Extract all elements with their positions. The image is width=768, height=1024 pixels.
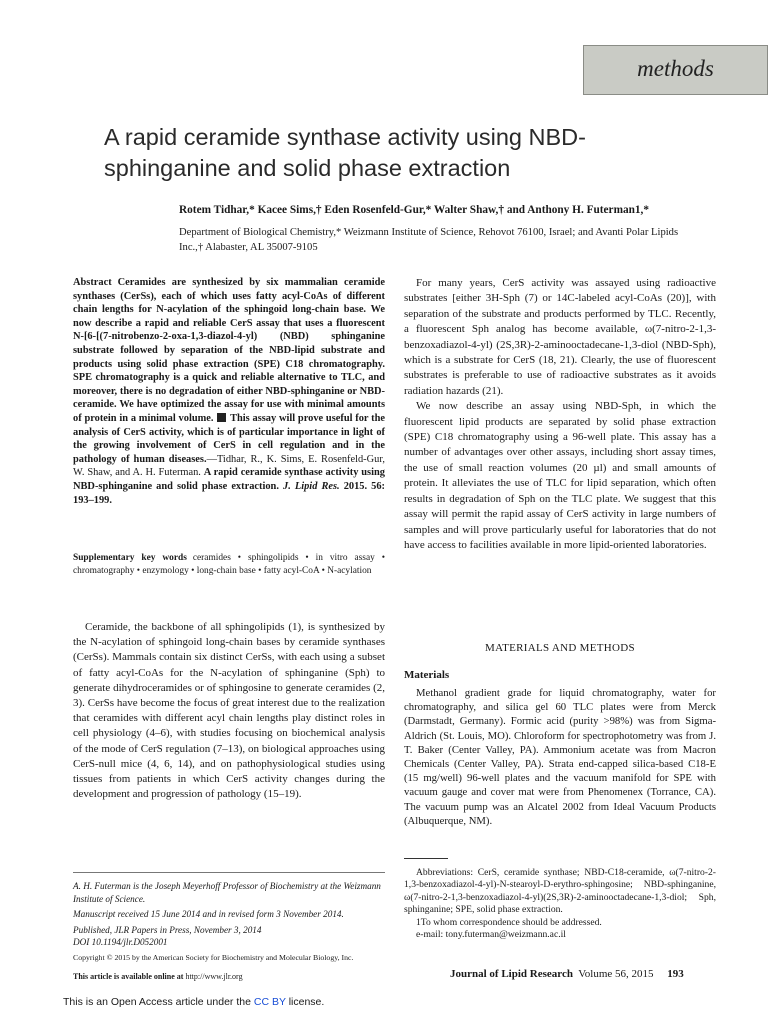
abstract-body-2: This assay will prove useful for the analysis of CerS activity, which is of particular importance in light of the growing involvement of CerS in cell regulation and in the pathology of human diseases. bbox=[73, 412, 385, 465]
article-title: A rapid ceramide synthase activity using NBD-sphinganine and solid phase extraction bbox=[104, 124, 586, 181]
footnote-rule-right bbox=[404, 858, 448, 859]
citation-details: 2015. 56: 193–199. bbox=[73, 480, 386, 506]
citation-journal: J. Lipid Res. bbox=[283, 480, 340, 492]
materials-section bbox=[404, 686, 716, 828]
online-label: This article is available online at bbox=[73, 972, 184, 981]
license-link[interactable]: CC BY bbox=[253, 996, 286, 1008]
footnote-rule-left bbox=[73, 872, 385, 873]
materials-paragraph: Methanol gradient grade for liquid chromatography, water for chromatography, and silica gel 60 TLC plates were from Merck (Darmstadt, Germany). Formic acid (purity >98%) was from Sigma-Aldrich (St. Louis, MO). Chloroform for spectrophotometry was from J. T. Baker (Center Valley, PA). Ammonium acetate was from Macron Chemicals (Center Valley, PA). Strata end-capped silica-based C18-E (15 mg/well) 96-well plates and the vacuum manifold for SPE with vacuum gauge and cover mat were from Phenomenex (Torrance, CA). The vacuum pump was an Alcatel 2002 from Ideal Vacuum Products (Albuquerque, NM). bbox=[404, 687, 716, 827]
right-column-intro bbox=[404, 276, 716, 553]
correspondence-email: e-mail: tony.futerman@weizmann.ac.il bbox=[416, 929, 566, 941]
subsection-heading: Materials bbox=[404, 669, 450, 681]
journal-footer bbox=[450, 968, 684, 980]
right-paragraph-2: We now describe an assay using NBD-Sph, in which the fluorescent lipid products are separated by solid phase extraction (SPE) C18 chromatography using a 96-well plate. This assay has a number of advantages over other assays, including short assay times, the use of small reaction volumes (20 µl) and small amounts of protein. It alleviates the use of TLC for lipid separation, which often results in degradation of Sph on the TLC plate. We suggest that this assay will permit the rapid assay of CerS activity in large numbers of samples and will prove particularly useful for laboratories that do not have access to facilities available in more lipid-oriented laboratories. bbox=[404, 400, 716, 551]
journal-name: Journal of Lipid Research bbox=[450, 968, 573, 980]
correspondence-note: 1To whom correspondence should be addressed. bbox=[416, 916, 602, 928]
author-list: Rotem Tidhar,* Kacee Sims,† Eden Rosenfeld-Gur,* Walter Shaw,† and Anthony H. Futerman1,* bbox=[179, 204, 650, 216]
citation-authors: —Tidhar, R., K. Sims, E. Rosenfeld-Gur, W. Shaw, and A. H. Futerman. bbox=[73, 453, 385, 479]
supplementary-material-icon[interactable] bbox=[217, 413, 226, 422]
abstract-label: Abstract bbox=[73, 277, 112, 288]
section-label: methods bbox=[637, 56, 714, 81]
manuscript-dates: Manuscript received 15 June 2014 and in revised form 3 November 2014. bbox=[73, 909, 344, 920]
section-heading: MATERIALS AND METHODS bbox=[485, 642, 635, 654]
abbreviations-footnote bbox=[404, 867, 716, 941]
introduction bbox=[73, 620, 385, 802]
copyright-notice: Copyright © 2015 by the American Society for Biochemistry and Molecular Biology, Inc. bbox=[73, 953, 354, 962]
affiliation: Department of Biological Chemistry,* Weizmann Institute of Science, Rehovot 76100, Israel; and Avanti Polar Lipids Inc.,† Alabaster, AL 35007-9105 bbox=[179, 227, 679, 253]
keywords bbox=[73, 552, 385, 577]
journal-volume: Volume 56, 2015 bbox=[578, 968, 654, 980]
professor-note: A. H. Futerman is the Joseph Meyerhoff Professor of Biochemistry at the Weizmann Institute of Science. bbox=[73, 881, 381, 904]
left-footnotes bbox=[73, 880, 385, 952]
open-access-suffix: license. bbox=[288, 996, 325, 1008]
right-paragraph-1: For many years, CerS activity was assayed using radioactive substrates [either 3H-Sph (7) or 14C-labeled acyl-CoAs (20)], with separation of the substrate and products performed by TLC. Recently, a fluorescent Sph analog has become available, ω(7-nitro-2-1,3-benzoxadiazol-4-yl) (2S,3R)-2-aminooctadecane-1,3-diol (NBD-Sph), which is a substrate for CerS (18, 21). Clearly, the use of fluorescent substrates is preferable to use of radioactive substrates as it avoids radiation hazards (21). bbox=[404, 277, 716, 397]
journal-url-link[interactable]: http://www.jlr.org bbox=[185, 972, 243, 981]
intro-paragraph: Ceramide, the backbone of all sphingolipids (1), is synthesized by the N-acylation of sphingoid long-chain bases by ceramide synthases (CerSs). Mammals contain six distinct CerSs, with each using a subset of fatty acyl-CoAs for the N-acylation of sphinganine (Sph) to generate dihydroceramides or of sphingosine to generate ceramides (2, 3). CerSs have become the focus of great interest due to the realization that ceramides with different acyl chain lengths play distinct roles in cell physiology (4–6), with studies focusing on biochemical analysis of the mode of CerS regulation (7–13), on biological approaches using CerS-null mice (4, 6, 14), and on pathophysiological studies using tissues from patients in which CerS activity changes during the development and progression of pathology (15–19). bbox=[73, 621, 385, 801]
published-note: Published, JLR Papers in Press, November 3, 2014 bbox=[73, 924, 262, 935]
doi: DOI 10.1194/jlr.D052001 bbox=[73, 937, 168, 948]
section-label-box bbox=[583, 45, 768, 95]
abstract bbox=[73, 276, 385, 507]
abbreviations-text: Abbreviations: CerS, ceramide synthase; NBD-C18-ceramide, ω(7-nitro-2-1,3-benzoxadiazol-4-yl)-N-stearoyl-D-erythro-sphingosine; NBD-sphinganine, ω(7-nitro-2-1,3-benzoxadiazol-4-yl)(2S,3R)-2-aminooctadecane-1,3-diol; Sph, sphinganine; SPE, solid phase extraction. bbox=[404, 867, 716, 916]
citation-title: A rapid ceramide synthase activity using NBD-sphinganine and solid phase extraction. bbox=[73, 467, 385, 492]
keywords-text: ceramides • sphingolipids • in vitro assay • chromatography • enzymology • long-chain base • fatty acyl-CoA • N-acylation bbox=[73, 553, 385, 576]
open-access-prefix: This is an Open Access article under the bbox=[63, 996, 251, 1008]
online-availability bbox=[73, 972, 243, 981]
keywords-label: Supplementary key words bbox=[73, 553, 187, 563]
open-access-notice bbox=[63, 996, 324, 1008]
abstract-body: Ceramides are synthesized by six mammalian ceramide synthases (CerSs), each of which uses fatty acyl-CoAs of different chain lengths for N-acylation of the sphingoid long-chain base. We now describe a rapid and reliable CerS assay that uses a fluorescent N-[6-[(7-nitrobenzo-2-oxa-1,3-diazol-4-yl) (NBD) sphinganine substrate followed by separation of the NBD-lipid substrate and products using solid phase extraction (SPE) C18 chromatography. SPE chromatography is a quick and reliable alternative to TLC, and moreover, there is no degradation of either NBD-sphinganine or NBD-ceramide. We have optimized the assay for use with minimal amounts of protein in a minimal volume. bbox=[73, 277, 385, 424]
page-number: 193 bbox=[667, 968, 684, 980]
